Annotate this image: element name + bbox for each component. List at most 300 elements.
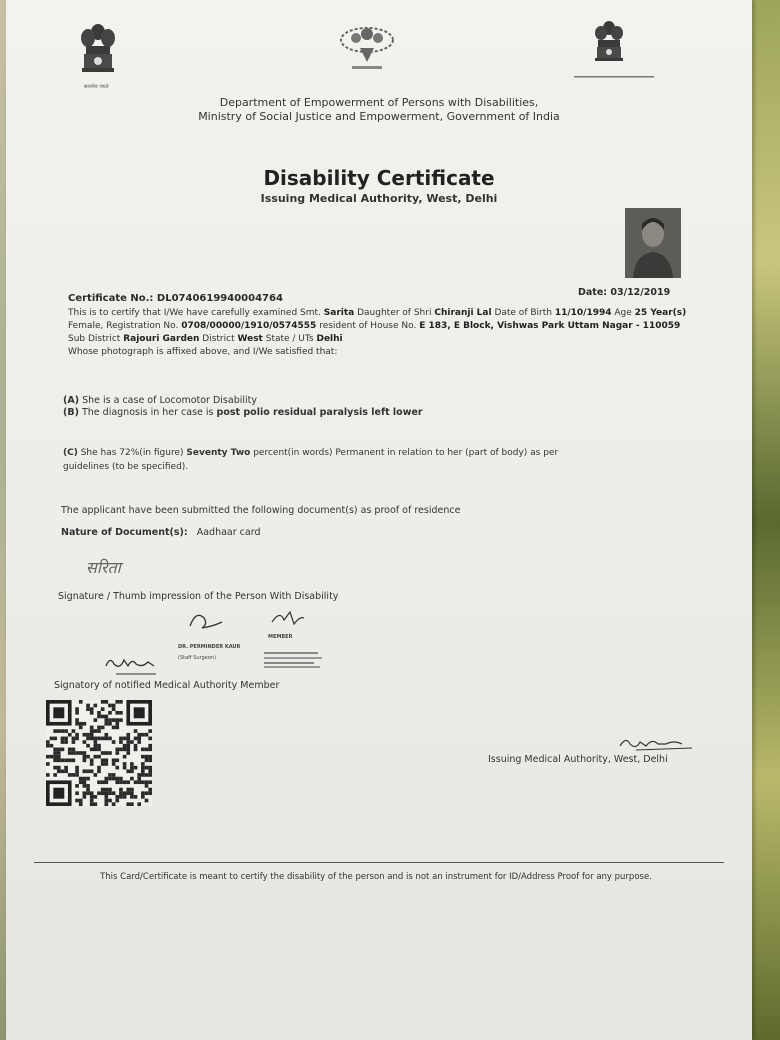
- qr-module: [126, 748, 130, 752]
- qr-module: [97, 726, 101, 730]
- document-value: Aadhaar card: [196, 527, 261, 538]
- qr-module: [148, 766, 152, 770]
- qr-module: [115, 780, 119, 784]
- qr-module: [123, 766, 127, 770]
- member-signature: [268, 606, 308, 632]
- qr-module: [126, 791, 130, 795]
- qr-module: [97, 791, 101, 795]
- department-logo-icon: [336, 22, 398, 72]
- member-tag: MEMBER: [268, 634, 293, 640]
- qr-module: [145, 773, 149, 777]
- qr-module: [123, 748, 127, 752]
- qr-module: [64, 766, 68, 770]
- qr-module: [75, 718, 79, 722]
- qr-module: [104, 762, 108, 766]
- department-name: Department of Empowerment of Persons with Disabilities,: [219, 96, 539, 109]
- qr-module: [148, 748, 152, 752]
- qr-module: [68, 751, 72, 755]
- qr-module: [108, 722, 112, 726]
- qr-module: [97, 711, 101, 715]
- qr-module: [101, 700, 105, 704]
- qr-module: [108, 718, 112, 722]
- qr-module: [64, 729, 68, 733]
- body-text: Daughter of Shri: [357, 308, 432, 318]
- qr-module: [137, 733, 141, 737]
- qr-module: [94, 755, 98, 759]
- qr-module: [57, 758, 61, 762]
- qr-module: [94, 718, 98, 722]
- qr-module: [79, 802, 83, 806]
- qr-module: [86, 704, 90, 708]
- qr-module: [83, 722, 87, 726]
- qr-module: [104, 799, 108, 803]
- qr-module: [83, 784, 87, 788]
- applicant-age: 25 Year(s): [634, 308, 687, 318]
- qr-module: [123, 737, 127, 741]
- qr-module: [123, 791, 127, 795]
- qr-module: [64, 758, 68, 762]
- qr-module: [134, 729, 138, 733]
- qr-module: [123, 744, 127, 748]
- emblem-caption: सत्यमेव जयते: [84, 84, 109, 90]
- qr-module: [101, 715, 105, 719]
- qr-module: [72, 748, 76, 752]
- qr-module: [141, 762, 145, 766]
- qr-module: [104, 780, 108, 784]
- qr-module: [112, 726, 116, 730]
- qr-module: [130, 777, 134, 781]
- qr-module: [130, 788, 134, 792]
- qr-module: [90, 729, 94, 733]
- qr-module: [90, 799, 94, 803]
- qr-module: [75, 791, 79, 795]
- qr-module: [108, 751, 112, 755]
- qr-module: [83, 755, 87, 759]
- body-text: Whose photograph is affixed above, and I/We satisfied that:: [68, 347, 338, 357]
- qr-module: [75, 711, 79, 715]
- qr-module: [141, 773, 145, 777]
- qr-module: [134, 744, 138, 748]
- qr-module: [134, 737, 138, 741]
- item-b: [63, 407, 423, 418]
- qr-module: [53, 755, 57, 759]
- qr-module: [53, 729, 57, 733]
- qr-module: [148, 737, 152, 741]
- residence-intro: The applicant have been submitted the following document(s) as proof of residence: [61, 505, 461, 516]
- qr-module: [123, 762, 127, 766]
- qr-module: [86, 777, 90, 781]
- qr-module: [126, 733, 130, 737]
- qr-module: [141, 791, 145, 795]
- qr-module: [148, 780, 152, 784]
- qr-module: [90, 802, 94, 806]
- qr-module: [68, 748, 72, 752]
- qr-module: [75, 751, 79, 755]
- qr-module: [145, 784, 149, 788]
- qr-module: [137, 773, 141, 777]
- qr-module: [97, 744, 101, 748]
- qr-module: [101, 758, 105, 762]
- qr-module: [72, 773, 76, 777]
- item-prefix: (B): [63, 407, 79, 418]
- doctor-name: DR. PERMINDER KAUR: [178, 644, 241, 650]
- qr-module: [145, 791, 149, 795]
- ashoka-emblem-icon: [78, 22, 118, 80]
- qr-module: [148, 791, 152, 795]
- qr-module: [108, 788, 112, 792]
- qr-module: [115, 799, 119, 803]
- qr-module: [130, 740, 134, 744]
- qr-module: [104, 788, 108, 792]
- certificate-number-value: DL0740619940004764: [156, 293, 283, 304]
- qr-module: [68, 773, 72, 777]
- qr-module: [126, 737, 130, 741]
- qr-module: [104, 722, 108, 726]
- qr-module: [115, 718, 119, 722]
- qr-module: [126, 788, 130, 792]
- qr-module: [68, 733, 72, 737]
- qr-module: [86, 784, 90, 788]
- qr-module: [94, 802, 98, 806]
- qr-module: [50, 755, 54, 759]
- qr-module: [148, 755, 152, 759]
- qr-module: [79, 780, 83, 784]
- qr-module: [141, 748, 145, 752]
- qr-module: [94, 748, 98, 752]
- qr-module: [119, 718, 123, 722]
- qr-module: [53, 737, 57, 741]
- father-name: Chiranji Lal: [434, 308, 492, 318]
- qr-module: [148, 729, 152, 733]
- qr-module: [101, 726, 105, 730]
- qr-module: [145, 733, 149, 737]
- qr-module: [90, 733, 94, 737]
- qr-module: [86, 707, 90, 711]
- qr-module: [86, 791, 90, 795]
- qr-module: [57, 766, 61, 770]
- qr-module: [75, 799, 79, 803]
- qr-module: [46, 773, 50, 777]
- item-c-continued: guidelines (to be specified).: [63, 462, 189, 472]
- qr-module: [61, 737, 65, 741]
- certificate-number-label: Certificate No.:: [68, 293, 154, 304]
- qr-module: [61, 729, 65, 733]
- footer-divider: [34, 862, 724, 863]
- qr-module: [108, 777, 112, 781]
- qr-module: [97, 769, 101, 773]
- qr-module: [61, 740, 65, 744]
- qr-module: [94, 729, 98, 733]
- qr-module: [83, 733, 87, 737]
- item-text: The diagnosis in her case is: [81, 407, 214, 418]
- qr-module: [119, 737, 123, 741]
- qr-module: [53, 751, 57, 755]
- qr-module: [90, 762, 94, 766]
- item-prefix: (A): [63, 395, 80, 406]
- signatory-label: Signatory of notified Medical Authority Member: [54, 680, 280, 691]
- qr-module: [119, 740, 123, 744]
- certificate-paper: [6, 0, 752, 1040]
- registration-number: 0708/00000/1910/0574555: [181, 321, 317, 331]
- qr-module: [83, 791, 87, 795]
- certificate-subtitle: Issuing Medical Authority, West, Delhi: [260, 192, 498, 205]
- qr-module: [104, 802, 108, 806]
- qr-module: [112, 707, 116, 711]
- qr-module: [104, 791, 108, 795]
- qr-module: [75, 769, 79, 773]
- qr-module: [141, 795, 145, 799]
- qr-module: [101, 737, 105, 741]
- qr-module: [94, 737, 98, 741]
- authority-member-signature: [102, 650, 162, 678]
- qr-module: [90, 707, 94, 711]
- certificate-number: [68, 293, 283, 304]
- qr-module: [79, 777, 83, 781]
- body-text: Age: [614, 308, 632, 318]
- qr-module: [57, 729, 61, 733]
- qr-module: [137, 740, 141, 744]
- qr-module: [119, 777, 123, 781]
- qr-module: [126, 751, 130, 755]
- qr-module: [57, 751, 61, 755]
- qr-module: [134, 748, 138, 752]
- qr-module: [94, 740, 98, 744]
- qr-module: [126, 802, 130, 806]
- qr-module: [90, 748, 94, 752]
- qr-module: [57, 769, 61, 773]
- qr-module: [97, 737, 101, 741]
- qr-module: [115, 766, 119, 770]
- qr-module: [130, 766, 134, 770]
- qr-module: [86, 769, 90, 773]
- qr-module: [148, 773, 152, 777]
- qr-module: [90, 795, 94, 799]
- qr-module: [137, 777, 141, 781]
- qr-module: [83, 780, 87, 784]
- qr-module: [101, 791, 105, 795]
- qr-module: [141, 780, 145, 784]
- qr-module: [53, 748, 57, 752]
- qr-module: [97, 729, 101, 733]
- qr-module: [97, 748, 101, 752]
- qr-module: [104, 751, 108, 755]
- qr-module: [50, 744, 54, 748]
- qr-module: [101, 751, 105, 755]
- qr-module: [46, 755, 50, 759]
- qr-module: [137, 802, 141, 806]
- applicant-photo: [625, 208, 681, 278]
- qr-module: [123, 780, 127, 784]
- qr-module: [75, 773, 79, 777]
- qr-module: [115, 700, 119, 704]
- qr-module: [94, 795, 98, 799]
- qr-module: [61, 748, 65, 752]
- footer-note: This Card/Certificate is meant to certify the disability of the person and is not an instrument for ID/Address Proof for any purpose.: [100, 872, 652, 882]
- qr-module: [86, 744, 90, 748]
- national-emblem-right: [592, 20, 626, 68]
- body-text: State / UTs: [265, 334, 314, 344]
- qr-module: [104, 758, 108, 762]
- qr-module: [108, 737, 112, 741]
- qr-module: [119, 795, 123, 799]
- qr-module: [130, 791, 134, 795]
- qr-module: [83, 758, 87, 762]
- qr-module: [90, 758, 94, 762]
- qr-module: [57, 748, 61, 752]
- qr-module: [119, 711, 123, 715]
- qr-module: [119, 700, 123, 704]
- qr-module: [97, 780, 101, 784]
- qr-module: [75, 784, 79, 788]
- certification-paragraph: [68, 307, 694, 359]
- qr-module: [112, 773, 116, 777]
- percent-in-words: Seventy Two: [186, 448, 251, 458]
- qr-module: [83, 740, 87, 744]
- qr-module: [104, 777, 108, 781]
- person-photo-icon: [625, 208, 681, 278]
- qr-module: [53, 766, 57, 770]
- qr-module: [79, 751, 83, 755]
- body-text: Sub District: [68, 334, 121, 344]
- qr-module: [130, 769, 134, 773]
- item-c: [63, 448, 558, 458]
- qr-module: [115, 777, 119, 781]
- qr-module: [50, 737, 54, 741]
- certificate-date: Date: 03/12/2019: [578, 287, 671, 298]
- qr-module: [46, 762, 50, 766]
- qr-module: [101, 788, 105, 792]
- qr-module: [64, 740, 68, 744]
- issuing-authority-signature: [616, 734, 696, 754]
- document-nature: [61, 527, 261, 538]
- doctor-role: (Staff Surgeon): [178, 655, 216, 661]
- qr-module: [94, 773, 98, 777]
- qr-module: [83, 777, 87, 781]
- qr-module: [97, 715, 101, 719]
- applicant-signature-label: Signature / Thumb impression of the Person With Disability: [58, 591, 339, 602]
- qr-module: [112, 777, 116, 781]
- qr-module: [46, 744, 50, 748]
- qr-module: [86, 755, 90, 759]
- qr-module: [141, 766, 145, 770]
- ashoka-emblem-icon: [592, 20, 626, 68]
- body-text: Female, Registration No.: [68, 321, 179, 331]
- qr-module: [108, 773, 112, 777]
- qr-module: [115, 722, 119, 726]
- qr-module: [126, 744, 130, 748]
- document-label: Nature of Document(s):: [61, 527, 188, 538]
- qr-module: [134, 780, 138, 784]
- qr-module: [57, 755, 61, 759]
- state: Delhi: [316, 334, 343, 344]
- qr-module: [115, 726, 119, 730]
- qr-module: [104, 700, 108, 704]
- qr-module: [104, 718, 108, 722]
- qr-module: [97, 755, 101, 759]
- qr-module: [83, 751, 87, 755]
- qr-module: [130, 795, 134, 799]
- qr-module: [123, 795, 127, 799]
- item-text: She has 72%(in figure): [80, 448, 184, 458]
- qr-module: [75, 737, 79, 741]
- certificate-title: Disability Certificate: [263, 166, 495, 190]
- issuing-authority-label: Issuing Medical Authority, West, Delhi: [488, 754, 668, 765]
- qr-module: [108, 791, 112, 795]
- qr-module: [79, 722, 83, 726]
- qr-module: [145, 799, 149, 803]
- address: E 183, E Block, Vishwas Park Uttam Nagar - 110059: [419, 321, 681, 331]
- body-text: District: [202, 334, 235, 344]
- qr-module: [72, 729, 76, 733]
- qr-module: [79, 700, 83, 704]
- qr-module: [145, 755, 149, 759]
- qr-module: [145, 758, 149, 762]
- qr-module: [119, 788, 123, 792]
- applicant-name: Sarita: [323, 308, 355, 318]
- qr-module: [108, 711, 112, 715]
- body-text: Date of Birth: [494, 308, 552, 318]
- qr-module: [137, 737, 141, 741]
- qr-module: [130, 802, 134, 806]
- qr-module: [68, 758, 72, 762]
- center-logo: [336, 22, 398, 72]
- qr-module: [141, 755, 145, 759]
- qr-module: [145, 780, 149, 784]
- qr-module: [115, 711, 119, 715]
- item-prefix: (C): [63, 448, 78, 458]
- qr-module: [72, 751, 76, 755]
- qr-module: [61, 758, 65, 762]
- ministry-name: Ministry of Social Justice and Empowerment, Government of India: [198, 110, 560, 123]
- item-text: percent(in words) Permanent in relation to her (part of body) as per: [253, 448, 559, 458]
- qr-module: [75, 733, 79, 737]
- qr-module: [134, 795, 138, 799]
- qr-module: [97, 766, 101, 770]
- qr-module: [119, 791, 123, 795]
- qr-module: [75, 766, 79, 770]
- qr-module: [148, 769, 152, 773]
- qr-module: [141, 769, 145, 773]
- qr-module: [123, 755, 127, 759]
- qr-module: [86, 733, 90, 737]
- qr-module: [90, 769, 94, 773]
- qr-module: [83, 769, 87, 773]
- date-of-birth: 11/10/1994: [554, 308, 612, 318]
- qr-module: [94, 704, 98, 708]
- qr-module: [79, 799, 83, 803]
- item-text: She is a case of Locomotor Disability: [82, 395, 258, 406]
- emblem-underline: [574, 74, 654, 80]
- qr-module: [145, 766, 149, 770]
- qr-module: [90, 711, 94, 715]
- qr-module: [126, 780, 130, 784]
- qr-module: [112, 718, 116, 722]
- qr-module: [115, 748, 119, 752]
- qr-code-icon: [46, 700, 152, 806]
- qr-module: [115, 795, 119, 799]
- qr-module: [53, 758, 57, 762]
- qr-module: [90, 737, 94, 741]
- district: West: [237, 334, 263, 344]
- qr-module: [86, 788, 90, 792]
- diagnosis: post polio residual paralysis left lower: [216, 407, 423, 418]
- qr-module: [112, 740, 116, 744]
- qr-module: [141, 733, 145, 737]
- qr-module: [148, 788, 152, 792]
- qr-module: [83, 795, 87, 799]
- qr-module: [119, 748, 123, 752]
- qr-module: [61, 769, 65, 773]
